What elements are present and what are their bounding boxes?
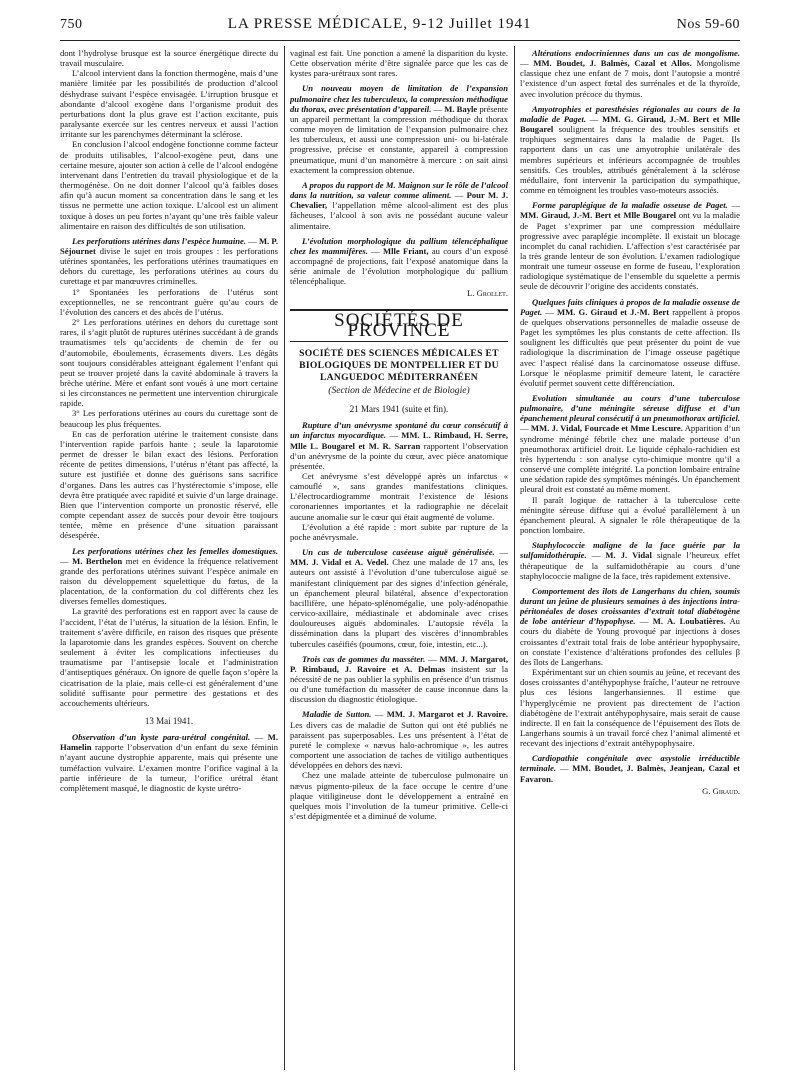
paragraph: dont l’hydrolyse brusque est la source énergétique directe du travail musculaire. xyxy=(60,48,278,69)
column-divider xyxy=(514,46,515,1070)
paragraph: L’évolution a été rapide : mort subite par rupture de la poche anévrysmale. xyxy=(290,521,508,542)
communication-text: soulignent la fréquence des troubles sensitifs et trophiques segmentaires dans la maladie de Paget. Ils rapportent dans un cas une amyotrophie unilatérale des membres supérieurs et inférieurs accompagnée de troubles sensitifs. Ces troubles, attribués généralement à la sclérose médullaire, font intervenir la participation du sympathique, comme en témoignent les troubles vaso-moteurs associés. xyxy=(520,124,740,196)
communication: Evolution simultanée au cours d’une tuberculose pulmonaire, d’une méningite séreuse diffuse et d’un épanchement pleural consécutif à un pneumothorax artificiel. — MM. J. Vidal, Fourcade et Mme Lescure. Apparition d’un syndrome méningé fébrile chez une malade porteuse d’un pneumothorax artificiel droit. Le liquide céphalo-rachidien est très hypertendu : son analyse cyto-chimique montre qu’il a conservé une complète intégrité. La ponction lombaire entraîne une sédation rapide des symptômes méningés. Un épanchement pleural droit est constaté au même moment. xyxy=(520,393,740,495)
paragraph: En conclusion l’alcool endogène fonctionne comme facteur de produits utilisables, l’alcool-exogène peut, dans une certaine mesure, ajouter son action à celle de l’alcool endogène intervenant dans l’entretien du travail physiologique et de la thermogénèse. On ne doit donner l’alcool qu’à faibles doses afin qu’à aucun moment sa concentration dans le sang et les tissus ne permette une action toxique. L’alcool est un aliment toxique à doses un peu fortes n’ayant qu’une très faible valeur alimentaire en raison des difficultés de son utilisation. xyxy=(60,139,278,231)
communication-text: insistent sur la nécessité de ne pas oublier la syphilis en présence d’un trismus ou d’une tuméfaction du masséter de cause inconnue dans la discussion du diagnostic étiologique. xyxy=(290,663,508,705)
communication-author: MM. Giraud, J.-M. Bert et Mlle Bougarel xyxy=(520,210,677,221)
communication-title: Observation d’un kyste para-urétral congénital. xyxy=(72,732,251,743)
communication-text: rapportent l’observation d’un anévrysme de la pointe du cœur, avec pièce anatomique présentée. xyxy=(290,440,508,471)
communication-author: M. Bayle xyxy=(444,103,478,114)
communication-text: Les divers cas de maladie de Sutton qui ont été publiés ne paraissent pas superposables. Les uns présentent à l’état de pureté le complexe « nævus halo-achromique », les autres comportent une association de taches de vitiligo authentiques développées en dehors des nævi. xyxy=(290,719,508,771)
paragraph: L’alcool intervient dans la fonction thermogène, mais d’une manière limitée par les possibilités de production d’alcool déshydrase suivant l’espèce envisagée. L’irruption brusque et abondante d’alcool exogène dans l’organisme produit des perturbations dont la plus grave est l’action excitante, puis paralysante exercée sur les centres nerveux et aussi l’action irritante sur les parenchymes déterminant la sclérose. xyxy=(60,68,278,140)
issue-number: Nos 59-60 xyxy=(676,17,740,32)
paragraph: Cet anévrysme s’est développé après un infarctus « camouflé », sans grandes manifestations cliniques. L’électrocardiogramme montrait l’existence de lésions coronariennes importantes et la radiographie ne décelait aucune anomalie sur le cœur qui était augmenté de volume. xyxy=(290,471,508,522)
communication-title: Trois cas de gommes du masséter. xyxy=(302,653,426,664)
session-date: 13 Mai 1941. xyxy=(144,716,194,726)
communication: Comportement des îlots de Langerhans du chien, soumis durant un jeûne de plusieurs semaines à des injections intra-péritonéales de doses croissantes d’extrait total diabétogène de lobe antérieur d’hypophyse. — M. A. Loubatières. Au cours du diabète de Young provoqué par injections à doses croissantes d’extrait total frais de lobe antérieur hypophysaire, on constate l’existence d’altérations profondes des cellules β des îlots de Langerhans. xyxy=(520,585,740,667)
communication: L’évolution morphologique du pallium télencéphalique chez les mammifères. — Mlle Friant, au cours d’un exposé accompagné de projections, fait l’exposé anatomique dans la série animale de l’évolution morphologique du pallium télencéphalique. xyxy=(290,235,508,287)
communication-author: MM. J. Vidal, Fourcade et Mme Lescure. xyxy=(530,423,683,434)
column-3 xyxy=(520,48,740,1068)
communication: Les perforations utérines dans l’espèce humaine. — M. P. Séjournet divise le sujet en trois groupes : les perforations utérines spontanées, les perforations utérines traumatiques en dehors du curettage, les perforations utérines au cours du curettage et par manœuvres criminelles. xyxy=(60,235,278,287)
communication: Altérations endocriniennes dans un cas de mongolisme. — MM. Boudet, J. Balmès, Cazal et Allos. Mongolisme classique chez une enfant de 7 mois, dont l’autopsie a montré l’existence d’un aspect fœtal des surrénales et de la thyroïde, avec involution précoce du thymus. xyxy=(520,48,740,99)
column-divider xyxy=(284,46,285,1070)
communication-text: Au cours du diabète de Young provoqué par injections à doses croissantes d’extrait total frais de lobe antérieur hypophysaire, on constate l’existence d’altérations profondes des cellules β des îlots de Langerhans. xyxy=(520,616,740,667)
communication: Un cas de tuberculose caséeuse aiguë généralisée. — MM. J. Vidal et A. Vedel. Chez une malade de 17 ans, les auteurs ont assisté à l’évolution d’une tuberculose aiguë se manifestant cliniquement par des signes d’infection générale, un épanchement pleural bilatéral, absence d’expectoration bacillifère, une hépato-splénomégalie, une poly-adénopathie cervico-axillaire, médiastinale et abdominale avec crises douloureuses aiguës abdominales. L’autopsie révéla la dissémination dans la plupart des viscères d’innombrables tubercules caséifiés (poumons, cœur, foie, intestin, etc...). xyxy=(290,547,508,649)
communication-author: M. Hamelin xyxy=(60,732,278,753)
communication: Un nouveau moyen de limitation de l’expansion pulmonaire chez les tuberculeux, la compression méthodique du thorax, avec présentation d’appareil. — M. Bayle présente un appareil permettant la compression méthodique du thorax comme moyen de limitation de l’expansion pulmonaire chez les tuberculeux, et aussi une compression uni- ou bi-latérale progressive, précise et constante, appareil à compression pneumatique, muni d’un manomètre à mercure : on sait ainsi exactement la compression obtenue. xyxy=(290,83,508,175)
communication-title: Quelques faits cliniques à propos de la maladie osseuse de Paget. xyxy=(520,296,740,317)
communication-title: Forme paraplégique de la maladie osseuse de Paget. xyxy=(532,200,728,211)
communication-title: Un nouveau moyen de limitation de l’expansion pulmonaire chez les tuberculeux, la compression méthodique du thorax, avec présentation d’appareil. xyxy=(290,83,508,114)
communication-text: ont vu la maladie de Paget s’exprimer par une compression médullaire progressive avec paraplégie incomplète. Il existait un blocage incomplet du canal rachidien. L’affection s’est caractérisée par la très grande lenteur de son évolution. L’examen radiologique montrait une tumeur osseuse en forme de fuseau, l’exploration radiologique systématique de l’ensemble du squelette a permis seule de découvrir l’origine des accidents constatés. xyxy=(520,210,740,292)
column-2 xyxy=(290,48,508,1068)
communication-text: divise le sujet en trois groupes : les perforations utérines spontanées, les perforations utérines traumatiques en dehors du curettage, les perforations utérines au cours du curettage et par manœuvres criminelles. xyxy=(60,245,278,287)
paragraph: La gravité des perforations est en rapport avec la cause de l’accident, l’état de l’utérus, la situation de la lésion. Enfin, le traitement s’avère difficile, en raison des risques que présente la laparotomie dans les grandes espèces. Souvent on cherche seulement à éviter les complications infectieuses du traumatisme par l’antisepsie locale et l’administration d’antiseptiques généraux. On ignore de quelle façon s’opère la cicatrisation de la plaie, mais celle-ci est généralement d’une solidité suffisante pour permettre des gestations et des accouchements ultérieurs. xyxy=(60,606,278,708)
signature: L. Grollet. xyxy=(467,288,508,299)
communication-author: Pour M. J. Chevalier, xyxy=(290,190,508,211)
communication-title: Evolution simultanée au cours d’une tuberculose pulmonaire, d’une méningite séreuse diffuse et d’un épanchement pleural consécutif à un pneumothorax artificiel. xyxy=(520,393,740,424)
communication: Les perforations utérines chez les femelles domestiques. — M. Berthelon met en évidence la fréquence relativement grande des perforations utérines suivant l’espèce animale en raison du développement squelettique du fœtus, de la placentation, de la conformation du col différents chez les diverses femelles domestiques. xyxy=(60,545,278,607)
paragraph: 2° Les perforations utérines en dehors du curettage sont rares, il s’agit plutôt de ruptures utérines succédant à de grands traumatismes tels qu’accidents de chemin de fer ou d’automobile, éboulements, écrasements divers. Les dégâts sont toujours considérables atteignant également l’enfant qui peut se trouver projeté dans la cavité abdominale à travers la brèche utérine. Mère et enfant sont voués à une mort certaine si les circonstances ne permettent une intervention chirurgicale rapide. xyxy=(60,317,278,409)
communication-author: MM. J. Margarot, P. Rimbaud, J. Ravoire et A. Delmas xyxy=(290,653,508,674)
communication-author: M. A. Loubatières. xyxy=(652,616,726,627)
communication-title: Rupture d’un anévrysme spontané du cœur consécutif à un infarctus myocardique. xyxy=(290,420,508,441)
session-date: 21 Mars 1941 (suite et fin). xyxy=(349,404,449,415)
communication-title: Staphylococcie maligne de la face guérie par la sulfamidothérapie. xyxy=(520,540,740,561)
communication-author: M. J. Vidal xyxy=(605,550,652,561)
communication-text: met en évidence la fréquence relativement grande des perforations utérines suivant l’espèce animale en raison du développement squelettique du fœtus, de la placentation, de la conformation du col différents chez les diverses femelles domestiques. xyxy=(60,555,278,607)
communication-title: L’évolution morphologique du pallium télencéphalique chez les mammifères. xyxy=(290,235,508,256)
communication: A propos du rapport de M. Maignon sur le rôle de l’alcool dans la nutrition, sa valeur comme aliment. — Pour M. J. Chevalier, l’appellation même alcool-aliment est des plus fâcheuses, l’alcool à son avis ne possédant aucune valeur alimentaire. xyxy=(290,179,508,231)
communication-title: Amyotrophies et paresthésies régionales au cours de la maladie de Paget. xyxy=(520,103,740,124)
communication-text: signale l’heureux effet thérapeutique de la sulfamidothérapie au cours d’une staphylococcie maligne de la face, très rapidement extensive. xyxy=(520,550,740,581)
communication-author: MM. J. Margarot et J. Ravoire. xyxy=(386,709,508,720)
communication-text: présente un appareil permettant la compression méthodique du thorax comme moyen de limitation de l’expansion pulmonaire chez les tuberculeux, et aussi une compression uni- ou bi-latérale progressive, précise et constante, appareil à compression pneumatique, muni d’un manomètre à mercure : on sait ainsi exactement la compression obtenue. xyxy=(290,103,508,175)
communication-title: Les perforations utérines dans l’espèce humaine. xyxy=(72,235,246,246)
paragraph: Il paraît logique de rattacher à la tuberculose cette méningite séreuse diffuse qui a évolué parallèlement à un épanchement pleural. A signaler le rôle thérapeutique de la ponction lombaire. xyxy=(520,494,740,536)
communication: Rupture d’un anévrysme spontané du cœur consécutif à un infarctus myocardique. — MM. L. Rimbaud, H. Serre, Mlle L. Bougarel et M. R. Sarran rapportent l’observation d’un anévrysme de la pointe du cœur, avec pièce anatomique présentée. xyxy=(290,420,508,471)
communication-author: MM. L. Rimbaud, H. Serre, Mlle L. Bougarel et M. R. Sarran xyxy=(290,430,508,451)
paragraph: En cas de perforation utérine le traitement consiste dans l’intervention rapide parfois hante ; seule la laparotomie permet de dresser le bilan exact des lésions. Perforation récente de petites dimensions, l’utérus n’étant pas affecté, la suture est justifiée et donne des guérisons sans sacrifice d’organes. Dans les autres cas l’hystérectomie s’impose, elle devra être pratiquée avec rapidité et suivie d’un large drainage. Bien que l’intervention comporte un pronostic réservé, elle compte cependant assez de succès pour devoir être toujours tentée, même en présence d’une situation paraissant désespérée. xyxy=(60,428,278,541)
society-section: (Section de Médecine et de Biologie) xyxy=(328,384,470,396)
signature: G. Giraud. xyxy=(702,785,740,796)
society-name: SOCIÉTÉ DES SCIENCES MÉDICALES ET BIOLOGIQUES DE MONTPELLIER ET DU LANGUEDOC MÉDITERRANÉEN xyxy=(299,347,499,383)
header-rule xyxy=(60,40,740,41)
communication-author: MM. Boudet, J. Balmès, Cazal et Allos. xyxy=(533,58,692,69)
running-header xyxy=(60,16,740,42)
journal-title: LA PRESSE MÉDICALE, 9-12 Juillet 1941 xyxy=(227,16,532,32)
paragraph: 3° Les perforations utérines au cours du curettage sont de beaucoup les plus fréquentes. xyxy=(60,408,278,429)
communication-text: l’appellation même alcool-aliment est des plus fâcheuses, l’alcool à son avis ne possédant aucune valeur alimentaire. xyxy=(290,200,508,231)
communication-title: Un cas de tuberculose caséeuse aiguë généralisée. xyxy=(302,547,495,558)
communication-text: Apparition d’un syndrome méningé fébrile chez une malade porteuse d’un pneumothorax artificiel droit. Le liquide céphalo-rachidien est très hypertendu : son analyse cyto-chimique montre qu’il a conservé une complète intégrité. La ponction lombaire entraîne une sédation rapide des symptômes méningés. Un épanchement pleural droit est constaté au même moment. xyxy=(520,423,740,495)
section-heading: SOCIÉTÉS DE PROVINCE xyxy=(290,309,508,342)
communication-author: M. P. Séjournet xyxy=(60,235,278,256)
communication-text: au cours d’un exposé accompagné de projections, fait l’exposé anatomique dans la série animale de l’évolution morphologique du pallium télencéphalique. xyxy=(290,245,508,287)
communication-author: MM. G. Giraud, J.-M. Bert et Mlle Bougarel xyxy=(520,113,740,135)
communication-text: rapporte l’observation d’un enfant du sexe féminin n’ayant aucune dystrophie apparente, mais qui présente une tuméfaction vulvaire. L’examen montre l’orifice vaginal à la partie inférieure de la tumeur, l’orifice urétral étant complètement masqué, le diagnostic de kyste urétro- xyxy=(60,742,278,793)
communication-author: MM. Boudet, J. Balmès, Jeanjean, Cazal et Favaron. xyxy=(520,763,740,784)
communication: Amyotrophies et paresthésies régionales au cours de la maladie de Paget. — MM. G. Giraud, J.-M. Bert et Mlle Bougarel soulignent la fréquence des troubles sensitifs et trophiques segmentaires dans la maladie de Paget. Ils rapportent dans un cas une amyotrophie unilatérale des membres supérieurs et inférieurs accompagnée de troubles sensitifs. Ces troubles, attribués généralement à la sclérose médullaire, font intervenir la participation du sympathique, comme en témoignent les troubles vaso-moteurs associés. xyxy=(520,103,740,196)
communication: Quelques faits cliniques à propos de la maladie osseuse de Paget. — MM. G. Giraud et J.-M. Bert rappellent à propos de quelques observations personnelles de maladie osseuse de Paget les symptômes les plus constants de cette affection. Ils soulignent les difficultés que peut présenter du point de vue radiologique la discrimination de l’image osseuse pagétique avec l’aspect réalisé dans la carcinomatose osseuse diffuse. Lorsque le néoplasme primitif demeure latent, le caractère évolutif permet souvent cette différenciation. xyxy=(520,296,740,388)
communication-text: Mongolisme classique chez une enfant de 7 mois, dont l’autopsie a montré l’existence d’un aspect fœtal des surrénales et de la thyroïde, avec involution précoce du thymus. xyxy=(520,58,740,99)
communication-author: Mlle Friant, xyxy=(383,245,429,256)
communication: Forme paraplégique de la maladie osseuse de Paget. — MM. Giraud, J.-M. Bert et Mlle Bougarel ont vu la maladie de Paget s’exprimer par une compression médullaire progressive avec paraplégie incomplète. Il existait un blocage incomplet du canal rachidien. L’affection s’est caractérisée par la très grande lenteur de son évolution. L’examen radiologique montrait une tumeur osseuse en forme de fuseau, l’exploration radiologique systématique de l’ensemble du squelette a permis seule de découvrir l’origine des accidents constatés. xyxy=(520,200,740,292)
communication-title: Maladie de Sutton. xyxy=(302,709,372,720)
communication: Cardiopathie congénitale avec asystolie irréductible terminale. — MM. Boudet, J. Balmès, Jeanjean, Cazal et Favaron. xyxy=(520,753,740,784)
paragraph: vaginal est fait. Une ponction a amené la disparition du kyste. Cette observation mérite d’être signalée parce que les cas de kystes para-urétraux sont rares. xyxy=(290,48,508,79)
communication-title: Comportement des îlots de Langerhans du chien, soumis durant un jeûne de plusieurs semaines à des injections intra-péritonéales de doses croissantes d’extrait total diabétogène de lobe antérieur d’hypophyse. xyxy=(520,585,740,627)
communication-text: Chez une malade de 17 ans, les auteurs ont assisté à l’évolution d’une tuberculose aiguë se manifestant cliniquement par des signes d’infection générale, un épanchement pleural bilatéral, absence d’expectoration bacillifère, une hépato-splénomégalie, une poly-adénopathie cervico-axillaire, médiastinale et abdominale avec crises douloureuses aiguës abdominales. L’autopsie révéla la dissémination dans la plupart des viscères d’innombrables tubercules caséifiés (poumons, cœur, foie, intestin, etc...). xyxy=(290,557,508,649)
communication-title: A propos du rapport de M. Maignon sur le rôle de l’alcool dans la nutrition, sa valeur comme aliment. xyxy=(290,179,508,201)
communication-title: Altérations endocriniennes dans un cas de mongolisme. xyxy=(532,48,740,58)
communication-title: Les perforations utérines chez les femelles domestiques. xyxy=(72,545,278,556)
communication-text: rappellent à propos de quelques observations personnelles de maladie osseuse de Paget les symptômes les plus constants de cette affection. Ils soulignent les difficultés que peut présenter du point de vue radiologique la discrimination de l’image osseuse pagétique avec l’aspect réalisé dans la carcinomatose osseuse diffuse. Lorsque le néoplasme primitif demeure latent, le caractère évolutif permet souvent cette différenciation. xyxy=(520,306,740,388)
communication-author: MM. G. Giraud et J.-M. Bert xyxy=(557,306,670,317)
column-1 xyxy=(60,48,278,1068)
communication-title: Cardiopathie congénitale avec asystolie irréductible terminale. xyxy=(520,753,740,774)
communication: Staphylococcie maligne de la face guérie par la sulfamidothérapie. — M. J. Vidal signale l’heureux effet thérapeutique de la sulfamidothérapie au cours d’une staphylococcie maligne de la face, très rapidement extensive. xyxy=(520,540,740,581)
communication-author: M. Berthelon xyxy=(72,555,123,566)
communication-author: MM. J. Vidal et A. Vedel. xyxy=(290,557,389,568)
page-number: 750 xyxy=(60,17,83,32)
communication: Observation d’un kyste para-urétral congénital. — M. Hamelin rapporte l’observation d’un enfant du sexe féminin n’ayant aucune dystrophie apparente, mais qui présente une tuméfaction vulvaire. L’examen montre l’orifice vaginal à la partie inférieure de la tumeur, l’orifice urétral étant complètement masqué, le diagnostic de kyste urétro- xyxy=(60,732,278,793)
paragraph: Chez une malade atteinte de tuberculose pulmonaire un nævus pigmento-pileux de la face occupe le centre d’une plaque vitiligineuse dont le développement a entraîné en quelques mois l’involution de la tumeur primitive. Celle-ci s’est dépigmentée et a diminué de volume. xyxy=(290,770,508,821)
paragraph: Expérimentant sur un chien soumis au jeûne, et recevant des doses croissantes d’antéhypophyse fraîche, l’auteur ne retrouve plus ces lésions langerhansiennes. Il estime que l’hyperglycémie ne provient pas directement de l’action diabétogène de l’extrait antéhypophysaire, mais serait de cause indirecte. Il en fait la conséquence de l’épuisement des îlots de Langerhans soumis à un travail forcé chez l’animal alimenté et recevant des injections d’extrait antéhypophysaire. xyxy=(520,667,740,749)
paragraph: 1° Spontanées les perforations de l’utérus sont exceptionnelles, ne se rencontrant guère qu’au cours de l’évolution des cancers et des abcès de l’utérus. xyxy=(60,286,278,317)
communication: Trois cas de gommes du masséter. — MM. J. Margarot, P. Rimbaud, J. Ravoire et A. Delmas insistent sur la nécessité de ne pas oublier la syphilis en présence d’un trismus ou d’une tuméfaction du masséter de cause inconnue dans la discussion du diagnostic étiologique. xyxy=(290,653,508,705)
communication: Maladie de Sutton. — MM. J. Margarot et J. Ravoire. Les divers cas de maladie de Sutton qui ont été publiés ne paraissent pas superposables. Les uns présentent à l’état de pureté le complexe « nævus halo-achromique », les autres comportent une association de taches de vitiligo authentiques développées en dehors des nævi. xyxy=(290,709,508,771)
